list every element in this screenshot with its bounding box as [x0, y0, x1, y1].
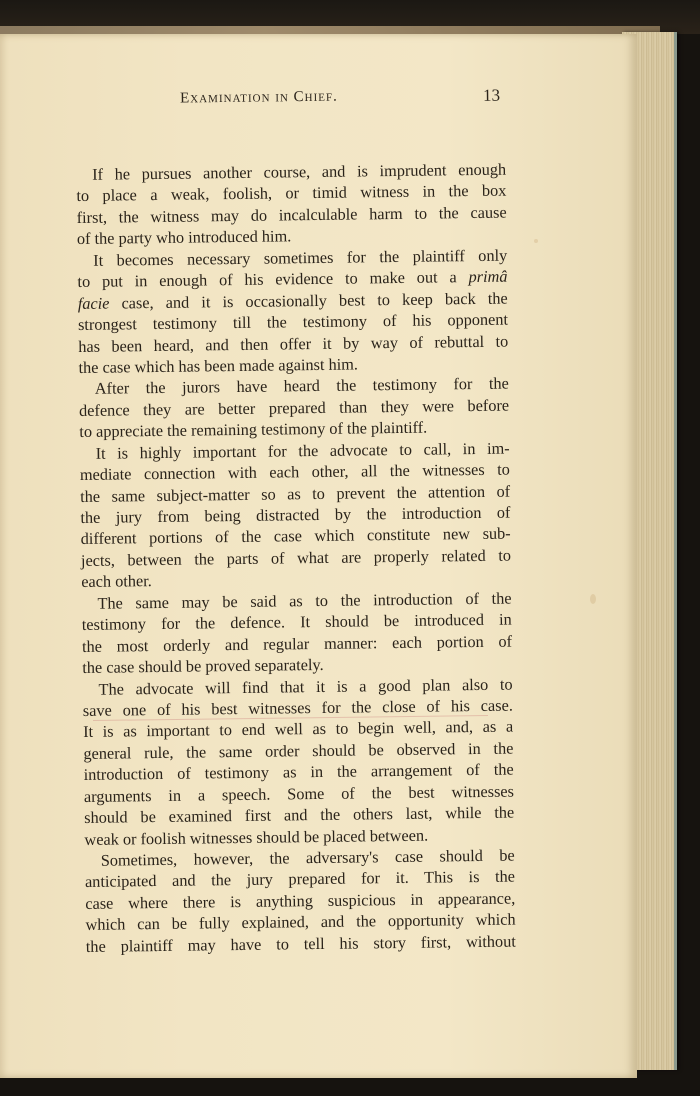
text-line: the case which has been made against him. [78, 354, 359, 377]
text-line: introduction of testimony as in the arrangement of the [83, 759, 514, 785]
text-line: case where there is anything suspicious in appearance, [85, 888, 516, 913]
text-line: If he pursues another course, and is imprudent enough [92, 159, 507, 184]
text-line: save one of his best witnesses for the close of his case. [82, 695, 513, 720]
text-line: The same may be said as to the introduction of the [97, 588, 512, 613]
text-segment: case, and it is occasionally best to keep back the [121, 288, 508, 313]
italic-term: facie [77, 293, 110, 313]
text-line: the plaintiff may have to tell his story first, without [85, 931, 516, 956]
foxing-spot [590, 594, 596, 604]
text-line: of the party who introduced him. [76, 226, 292, 249]
text-line: jects, between the parts of what are properly related to [80, 545, 512, 570]
text-line: general rule, the same order should be observed in the [83, 738, 514, 763]
text-segment: to put in enough of his evidence to make out a [77, 267, 457, 292]
text-line: the same subject-matter so as to prevent the attention of [80, 481, 511, 506]
text-line: It is as important to end well as to begin well, and, as a [83, 716, 514, 742]
text-line: arguments in a speech. Some of the best witnesses [83, 781, 515, 806]
text-line: to appreciate the remaining testimony of the plaintiff. [79, 417, 428, 442]
text-line: mediate connection with each other, all the witnesses to [79, 459, 510, 485]
text-line: anticipated and the jury prepared for it. This is the [84, 866, 516, 892]
text-line: different portions of the case which constitute new sub- [80, 524, 511, 549]
text-line: defence they are better prepared than they were before [78, 395, 510, 420]
page-number: 13 [482, 85, 501, 105]
text-line: weak or foolish witnesses should be placed between. [84, 825, 429, 849]
text-line: It becomes necessary sometimes for the plaintiff only [93, 245, 508, 270]
body-text [76, 159, 516, 958]
text-line: should be examined first and the others last, while the [84, 802, 515, 828]
text-line: the jury from being distracted by the introduction of [80, 502, 511, 527]
italic-term: primâ [468, 266, 508, 287]
text-line: each other. [81, 571, 152, 592]
text-line: After the jurors have heard the testimony for the [94, 373, 509, 399]
text-line: which can be fully explained, and the opportunity which [85, 909, 516, 935]
text-line: to place a weak, foolish, or timid witness in the box [76, 181, 507, 206]
text-line: The advocate will find that it is a good plan also to [98, 674, 513, 699]
foxing-spot [534, 239, 538, 243]
text-line: It is highly important for the advocate to call, in im- [95, 438, 510, 463]
text-line: the case should be proved separately. [82, 654, 324, 678]
text-line: Sometimes, however, the adversary's case should be [100, 845, 515, 870]
text-line: has been heard, and then offer it by way of rebuttal to [78, 331, 509, 356]
text-line: first, the witness may do incalculable harm to the cause [76, 202, 507, 227]
running-head: Examination in Chief. [179, 88, 338, 107]
text-line: the most orderly and regular manner: each portion of [81, 631, 513, 656]
text-line: testimony for the defence. It should be introduced in [81, 609, 512, 635]
text-line: strongest testimony till the testimony of his opponent [77, 309, 509, 335]
